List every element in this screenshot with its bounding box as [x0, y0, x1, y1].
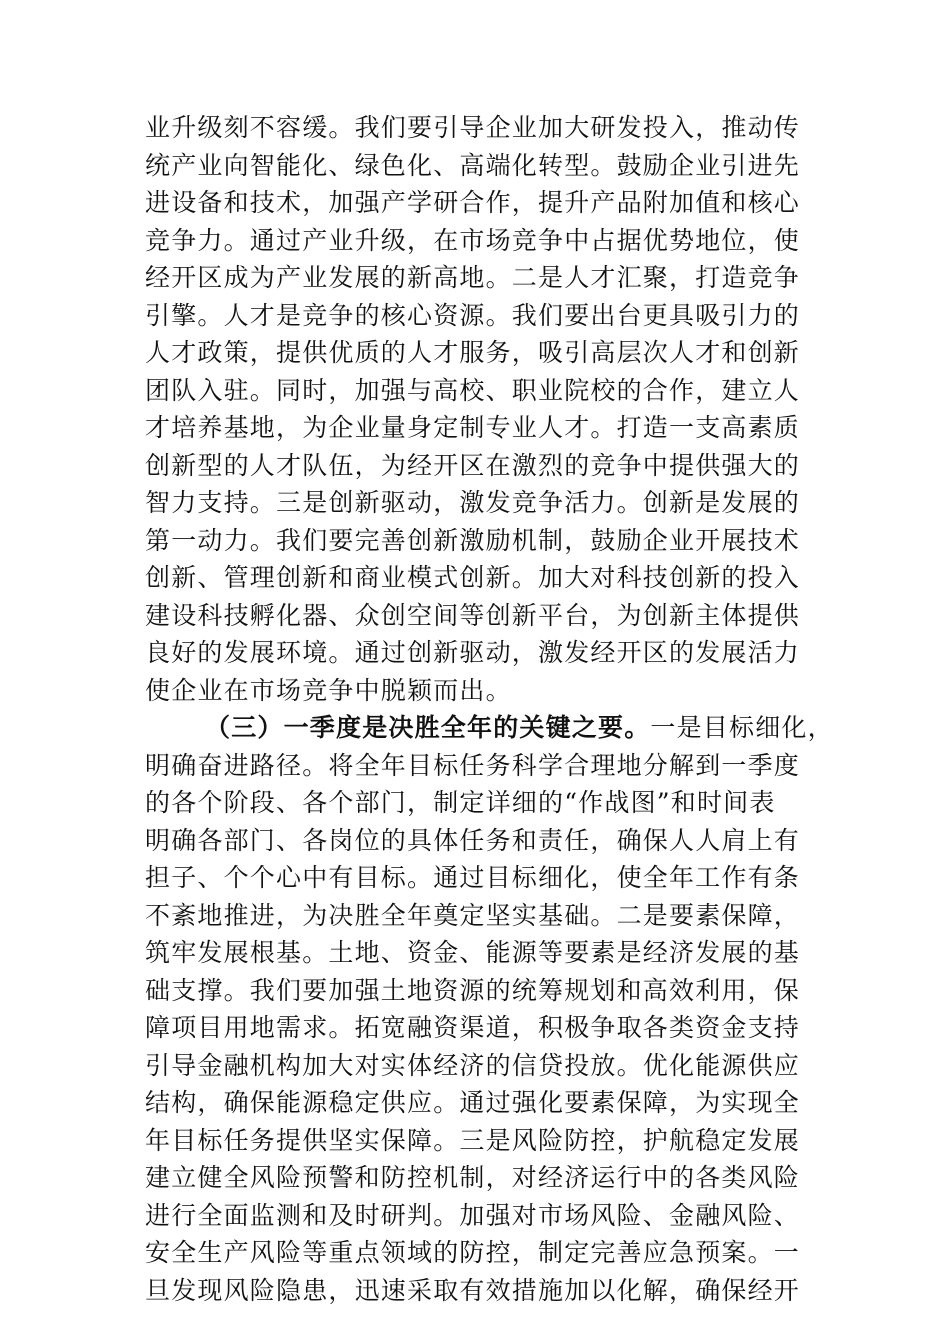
- text-line: 明确奋进路径。将全年目标任务科学合理地分解到一季度: [145, 751, 801, 780]
- text-line: 智力支持。三是创新驱动，激发竞争活力。创新是发展的: [145, 488, 801, 517]
- text-line: 进行全面监测和及时研判。加强对市场风险、金融风险、: [145, 1201, 801, 1230]
- text-line: 安全生产风险等重点领域的防控，制定完善应急预案。一: [145, 1238, 801, 1267]
- text-line: 团队入驻。同时，加强与高校、职业院校的合作，建立人: [145, 376, 801, 405]
- text-line: 担子、个个心中有目标。通过目标细化，使全年工作有条: [145, 863, 801, 892]
- text-line: 竞争力。通过产业升级，在市场竞争中占据优势地位，使: [145, 226, 801, 255]
- text-line: 础支撑。我们要加强土地资源的统筹规划和高效利用，保: [145, 976, 801, 1005]
- text-line: 建立健全风险预警和防控机制，对经济运行中的各类风险: [145, 1163, 801, 1192]
- text-line: 第一动力。我们要完善创新激励机制，鼓励企业开展技术: [145, 526, 801, 555]
- text-line: 建设科技孵化器、众创空间等创新平台，为创新主体提供: [145, 601, 801, 630]
- text-line: 进设备和技术，加强产学研合作，提升产品附加值和核心: [145, 188, 801, 217]
- text-line: 旦发现风险隐患，迅速采取有效措施加以化解，确保经开: [145, 1276, 801, 1305]
- text-line: 良好的发展环境。通过创新驱动，激发经开区的发展活力: [145, 638, 801, 667]
- text-line: 经开区成为产业发展的新高地。二是人才汇聚，打造竞争: [145, 263, 801, 292]
- text-line: 引擎。人才是竞争的核心资源。我们要出台更具吸引力的: [145, 301, 801, 330]
- text-line: 业升级刻不容缓。我们要引导企业加大研发投入，推动传: [145, 113, 801, 142]
- text-line: 的各个阶段、各个部门，制定详细的“作战图”和时间表: [145, 788, 776, 817]
- section-heading: （三）一季度是决胜全年的关键之要。: [205, 713, 651, 742]
- text-line: 创新型的人才队伍，为经开区在激烈的竞争中提供强大的: [145, 451, 801, 480]
- text-line: 统产业向智能化、绿色化、高端化转型。鼓励企业引进先: [145, 151, 801, 180]
- text-line: 不紊地推进，为决胜全年奠定坚实基础。二是要素保障，: [145, 901, 801, 930]
- text-line: 结构，确保能源稳定供应。通过强化要素保障，为实现全: [145, 1088, 801, 1117]
- text-line: 障项目用地需求。拓宽融资渠道，积极争取各类资金支持: [145, 1013, 801, 1042]
- text-line: 创新、管理创新和商业模式创新。加大对科技创新的投入: [145, 563, 801, 592]
- section-heading-line: [205, 713, 834, 743]
- text-line: 年目标任务提供坚实保障。三是风险防控，护航稳定发展: [145, 1126, 801, 1155]
- text-line: 筑牢发展根基。土地、资金、能源等要素是经济发展的基: [145, 938, 801, 967]
- text-line: 人才政策，提供优质的人才服务，吸引高层次人才和创新: [145, 338, 801, 367]
- text-run: 一是目标细化，: [650, 713, 834, 742]
- text-line: 明确各部门、各岗位的具体任务和责任，确保人人肩上有: [145, 826, 801, 855]
- text-line: 才培养基地，为企业量身定制专业人才。打造一支高素质: [145, 413, 801, 442]
- text-line: 使企业在市场竞争中脱颖而出。: [145, 676, 512, 705]
- text-line: 引导金融机构加大对实体经济的信贷投放。优化能源供应: [145, 1051, 801, 1080]
